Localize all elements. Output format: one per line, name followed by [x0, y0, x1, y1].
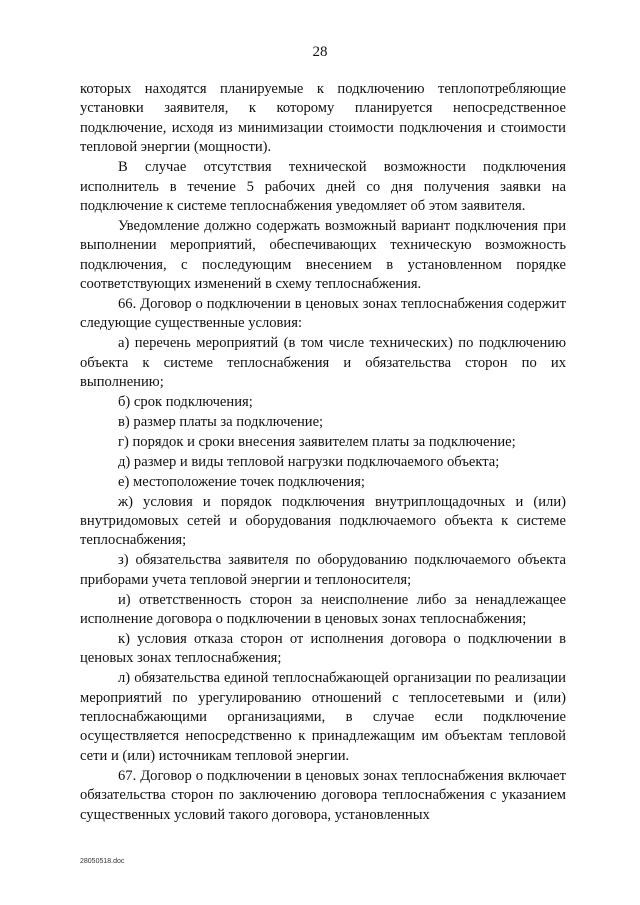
list-item-l: л) обязательства единой теплоснабжающей организации по реализации мероприятий по урегулированию отношений с теплосетевыми и (или) теплоснабжающими организациями, в случае если подключение осуществляется непосредственно к принадлежащим им объектам тепловой сети и (или) источникам тепловой энергии. [80, 670, 566, 764]
list-item-d: д) размер и виды тепловой нагрузки подключаемого объекта; [118, 453, 500, 470]
list-item-v: в) размер платы за подключение; [118, 413, 324, 430]
paragraph-no-technical-possibility: В случае отсутствия технической возможности подключения исполнитель в течение 5 рабочих дней со дня получения заявки на подключение к системе теплоснабжения уведомляет об этом заявителя. [80, 159, 566, 214]
page-number: 28 [312, 44, 328, 60]
list-item-a: а) перечень мероприятий (в том числе технических) по подключению объекта к системе теплоснабжения и обязательства сторон по их выполнению; [80, 335, 566, 391]
list-item-e: е) местоположение точек подключения; [118, 473, 365, 490]
list-item-i: и) ответственность сторон за неисполнение либо за ненадлежащее исполнение договора о подключении в ценовых зонах теплоснабжения; [80, 591, 566, 627]
paragraph-item-66: 66. Договор о подключении в ценовых зонах теплоснабжения содержит следующие существенные условия: [80, 295, 566, 332]
list-item-g: г) порядок и сроки внесения заявителем платы за подключение; [118, 433, 516, 450]
list-item-b: б) срок подключения; [118, 394, 253, 410]
footer-file-name: 28050518.doc [80, 858, 125, 865]
paragraph-notification-content: Уведомление должно содержать возможный вариант подключения при выполнении мероприятий, обеспечивающих техническую возможность подключения, с последующим внесением в установленном порядке соответствующих изменений в схему теплоснабжения. [80, 217, 566, 293]
list-item-k: к) условия отказа сторон от исполнения договора о подключении в ценовых зонах теплоснабжения; [80, 630, 566, 667]
paragraph-continuation: которых находятся планируемые к подключению теплопотребляющие установки заявителя, к которому планируется непосредственное подключение, исходя из минимизации стоимости подключения и стоимости тепловой энергии (мощности). [80, 81, 566, 156]
list-item-zh: ж) условия и порядок подключения внутриплощадочных и (или) внутридомовых сетей и оборудования подключаемого объекта к системе теплоснабжения; [80, 493, 566, 549]
document-body [80, 80, 566, 825]
list-item-z: з) обязательства заявителя по оборудованию подключаемого объекта приборами учета тепловой энергии и теплоносителя; [80, 552, 566, 588]
paragraph-item-67: 67. Договор о подключении в ценовых зонах теплоснабжения включает обязательства сторон по заключению договора теплоснабжения с указанием существенных условий такого договора, установленных [80, 767, 566, 823]
